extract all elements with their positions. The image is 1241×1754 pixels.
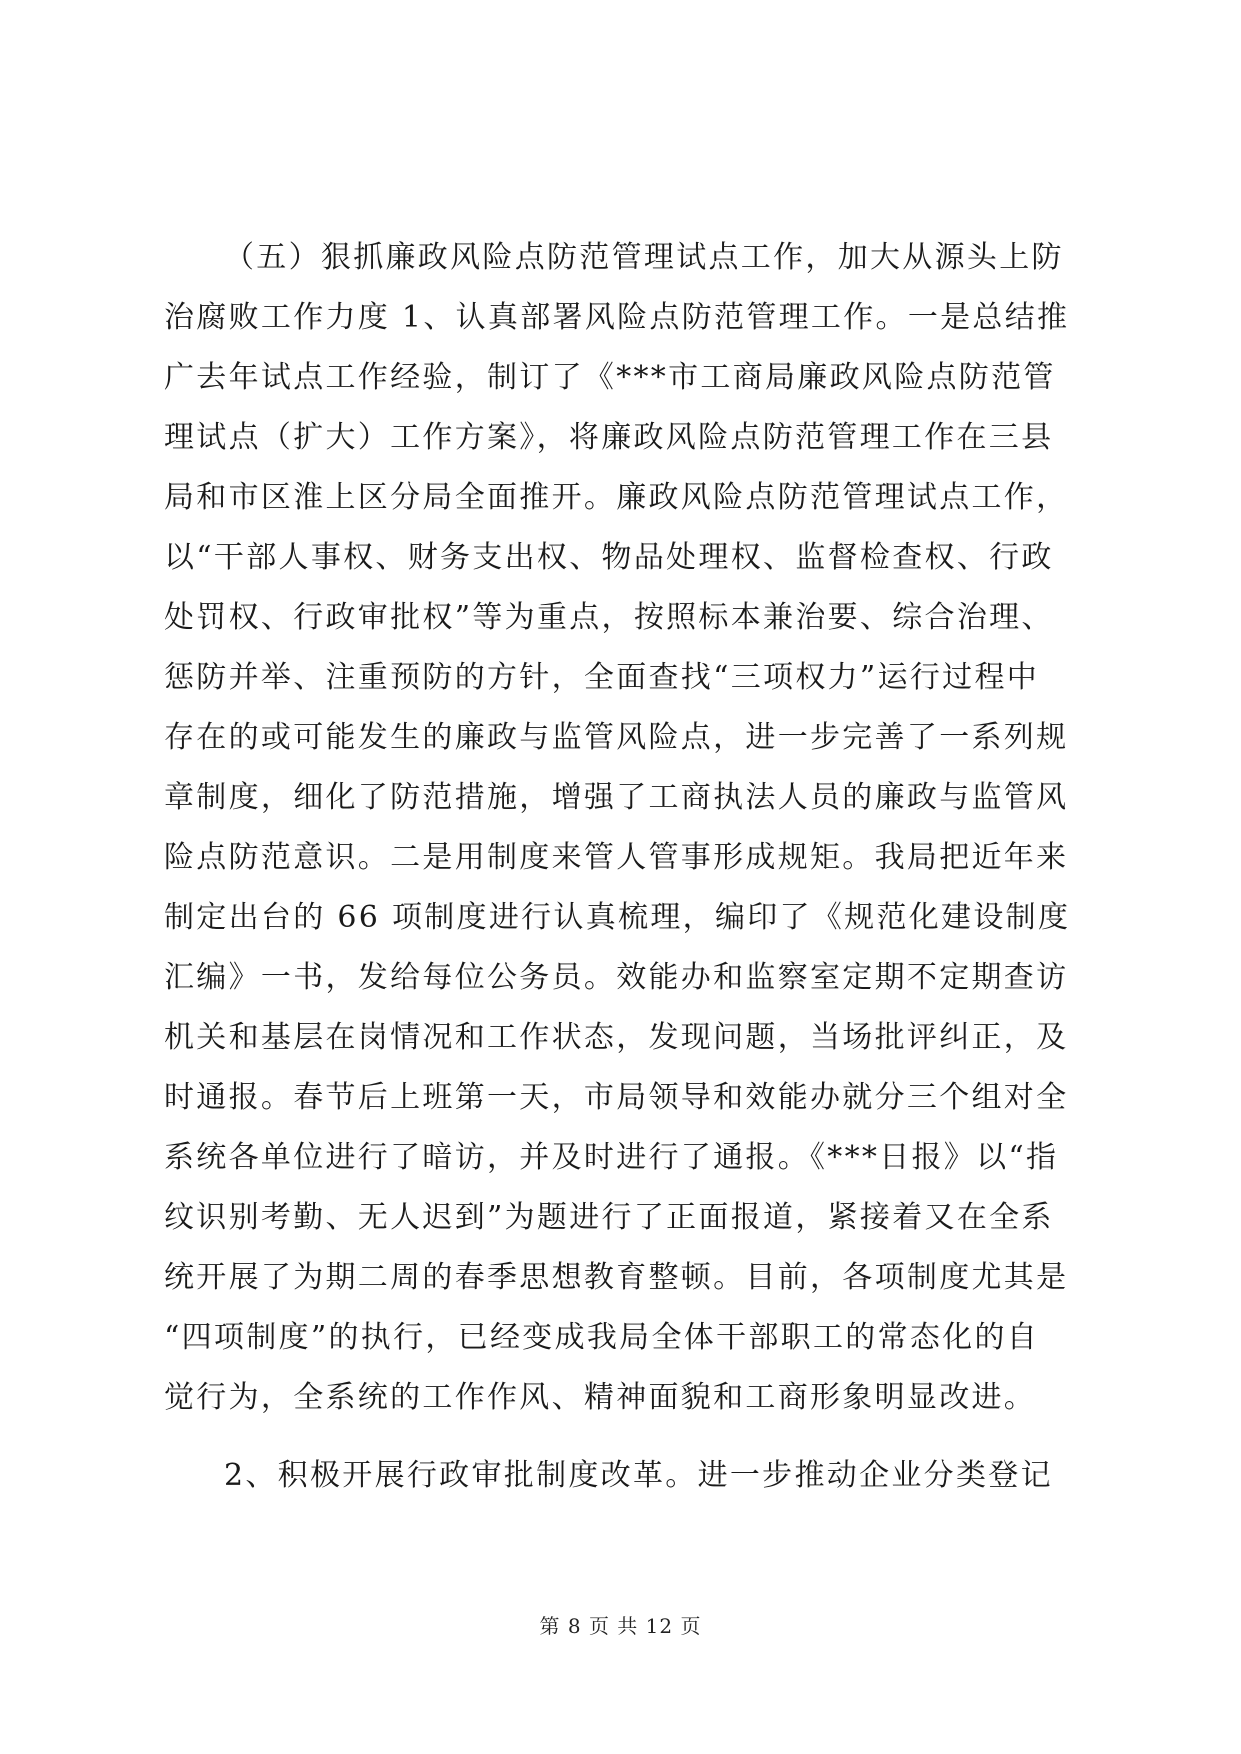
document-body bbox=[164, 228, 1084, 1506]
text-line: 治腐败工作力度 1、认真部署风险点防范管理工作。一是总结推 bbox=[164, 300, 1070, 335]
page-number-footer: 第 8 页 共 12 页 bbox=[539, 1614, 702, 1638]
text-line: 险点防范意识。二是用制度来管人管事形成规矩。我局把近年来 bbox=[164, 840, 1069, 875]
text-line: 觉行为，全系统的工作作风、精神面貌和工商形象明显改进。 bbox=[164, 1380, 1037, 1415]
text-line: “四项制度”的执行，已经变成我局全体干部职工的常态化的自 bbox=[164, 1320, 1040, 1355]
paragraph-gap bbox=[164, 1428, 1084, 1446]
text-line: 2、积极开展行政审批制度改革。进一步推动企业分类登记 bbox=[224, 1458, 1053, 1493]
text-line: 以“干部人事权、财务支出权、物品处理权、监督检查权、行政 bbox=[164, 540, 1054, 575]
paragraph-2 bbox=[164, 1446, 1084, 1506]
text-line: 时通报。春节后上班第一天，市局领导和效能办就分三个组对全 bbox=[164, 1080, 1069, 1115]
text-line: （五）狠抓廉政风险点防范管理试点工作，加大从源头上防 bbox=[224, 240, 1064, 275]
text-line: 制定出台的 66 项制度进行认真梳理，编印了《规范化建设制度 bbox=[164, 900, 1071, 935]
text-line: 系统各单位进行了暗访，并及时进行了通报。《***日报》以“指 bbox=[164, 1140, 1059, 1175]
text-line: 汇编》一书，发给每位公务员。效能办和监察室定期不定期查访 bbox=[164, 960, 1069, 995]
text-line: 统开展了为期二周的春季思想教育整顿。目前，各项制度尤其是 bbox=[164, 1260, 1069, 1295]
text-line: 存在的或可能发生的廉政与监管风险点，进一步完善了一系列规 bbox=[164, 720, 1069, 755]
text-line: 广去年试点工作经验，制订了《***市工商局廉政风险点防范管 bbox=[164, 360, 1056, 395]
text-line: 惩防并举、注重预防的方针，全面查找“三项权力”运行过程中 bbox=[164, 660, 1040, 695]
text-line: 处罚权、行政审批权”等为重点，按照标本兼治要、综合治理、 bbox=[164, 600, 1054, 635]
text-line: 章制度，细化了防范措施，增强了工商执法人员的廉政与监管风 bbox=[164, 780, 1069, 815]
paragraph-1 bbox=[164, 228, 1084, 1428]
text-line: 理试点（扩大）工作方案》，将廉政风险点防范管理工作在三县 bbox=[164, 420, 1054, 455]
text-line: 局和市区淮上区分局全面推开。廉政风险点防范管理试点工作， bbox=[164, 480, 1069, 515]
text-line: 纹识别考勤、无人迟到”为题进行了正面报道，紧接着又在全系 bbox=[164, 1200, 1054, 1235]
text-line: 机关和基层在岗情况和工作状态，发现问题，当场批评纠正，及 bbox=[164, 1020, 1069, 1055]
